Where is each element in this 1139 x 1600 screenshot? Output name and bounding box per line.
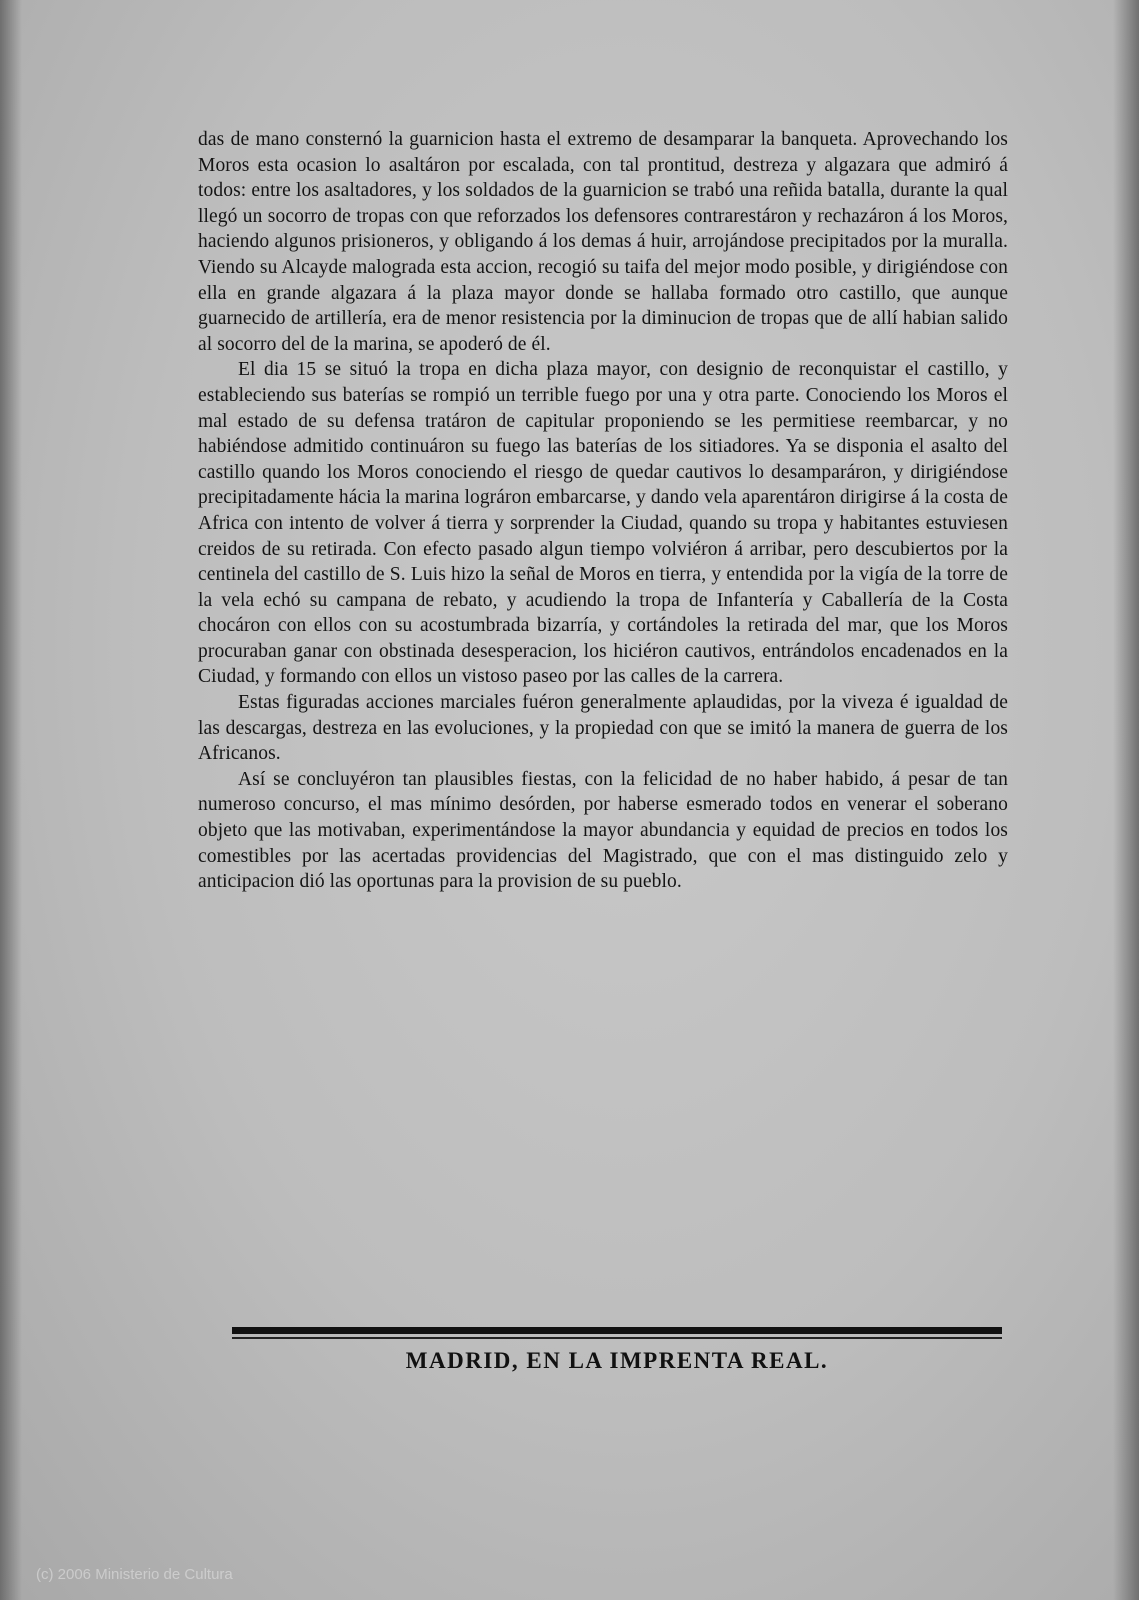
page-shadow-right bbox=[1113, 0, 1139, 1600]
page-shadow-left bbox=[0, 0, 22, 1600]
paragraph-2: El dia 15 se situó la tropa en dicha plaza mayor, con designio de reconquistar el castillo, y estableciendo sus baterías se rompió un terrible fuego por una y otra parte. Conociendo los Moros el mal estado de su defensa tratáron de capitular proponiendo se les permitiese reembarcar, y no habiéndose admitido continuáron su fuego las baterías de los sitiadores. Ya se disponia el asalto del castillo quando los Moros conociendo el riesgo de quedar cautivos lo desamparáron, y dirigiéndose precipitadamente hácia la marina lográron embarcarse, y dando vela aparentáron dirigirse á la costa de Africa con intento de volver á tierra y sorprender la Ciudad, quando su tropa y habitantes estuviesen creidos de su retirada. Con efecto pasado algun tiempo volviéron á arribar, pero descubiertos por la centinela del castillo de S. Luis hizo la señal de Moros en tierra, y entendida por la vigía de la torre de la vela echó su campana de rebato, y acudiendo la tropa de Infantería y Caballería de la Costa chocáron con ellos con su acostumbrada bizarría, y cortándoles la retirada del mar, que los Moros procuraban ganar con obstinada desesperacion, los hiciéron cautivos, entrándolos encadenados en la Ciudad, y formando con ellos un vistoso paseo por las calles de la carrera. bbox=[198, 359, 1008, 688]
imprint-rule-thick bbox=[232, 1327, 1002, 1334]
imprint-rule-thin bbox=[232, 1337, 1002, 1339]
paragraph-1: das de mano consternó la guarnicion hasta el extremo de desamparar la banqueta. Aprovechando los Moros esta ocasion lo asaltáron por escalada, con tal prontitud, destreza y algazara que admiró á todos: entre los asaltadores, y los soldados de la guarnicion se trabó una reñida batalla, durante la qual llegó un socorro de tropas con que reforzados los defensores contrarestáron y rechazáron á los Moros, haciendo algunos prisioneros, y obligando á los demas á huir, arrojándose precipitados por la muralla. Viendo su Alcayde malograda esta accion, recogió su taifa del mejor modo posible, y dirigiéndose con ella en grande algazara á la plaza mayor donde se hallaba formado otro castillo, que aunque guarnecido de artillería, era de menor resistencia por la diminucion de tropas que de allí habian salido al socorro del de la marina, se apoderó de él. bbox=[198, 129, 1008, 355]
copyright-watermark: (c) 2006 Ministerio de Cultura bbox=[36, 1566, 233, 1583]
document-body bbox=[198, 127, 1008, 895]
imprint-line: MADRID, EN LA IMPRENTA REAL. bbox=[405, 1348, 829, 1373]
paragraph-3: Estas figuradas acciones marciales fuéron generalmente aplaudidas, por la viveza é igualdad de las descargas, destreza en las evoluciones, y la propiedad con que se imitó la manera de guerra de los Africanos. bbox=[198, 692, 1008, 765]
paragraph-4: Así se concluyéron tan plausibles fiestas, con la felicidad de no haber habido, á pesar de tan numeroso concurso, el mas mínimo desórden, por haberse esmerado todos en venerar el soberano objeto que las motivaban, experimentándose la mayor abundancia y equidad de precios en todos los comestibles por las acertadas providencias del Magistrado, que con el mas distinguido zelo y anticipacion dió las oportunas para la provision de su pueblo. bbox=[198, 768, 1008, 893]
